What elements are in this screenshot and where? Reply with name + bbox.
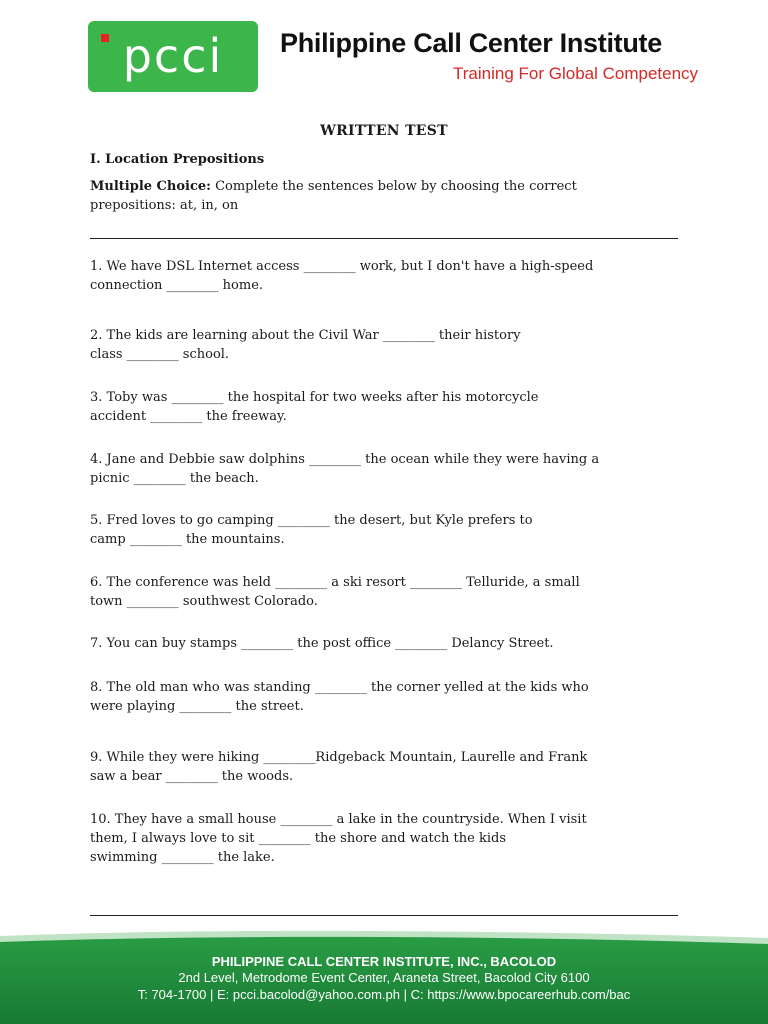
question-line: camp ________ the mountains. bbox=[90, 532, 285, 547]
question-line: 2. The kids are learning about the Civil War ________ their history bbox=[90, 328, 521, 343]
question-line: picnic ________ the beach. bbox=[90, 471, 259, 486]
footer-company: PHILIPPINE CALL CENTER INSTITUTE, INC., BACOLOD bbox=[211, 954, 557, 969]
question-item bbox=[90, 388, 680, 426]
question-line: 1. We have DSL Internet access ________ work, but I don't have a high-speed bbox=[90, 259, 594, 274]
question-item bbox=[90, 748, 680, 786]
question-line: swimming ________ the lake. bbox=[90, 850, 275, 865]
pcci-logo bbox=[88, 21, 258, 92]
question-line: connection ________ home. bbox=[90, 278, 264, 293]
question-line: were playing ________ the street. bbox=[90, 699, 304, 714]
question-item bbox=[90, 326, 680, 364]
question-item bbox=[90, 810, 680, 867]
bottom-divider bbox=[90, 915, 678, 916]
question-line: 5. Fred loves to go camping ________ the desert, but Kyle prefers to bbox=[90, 513, 533, 528]
question-item bbox=[90, 634, 680, 653]
instructions-text: Complete the sentences below by choosing the correct prepositions: at, in, on bbox=[90, 179, 577, 213]
question-line: 9. While they were hiking ________Ridgeback Mountain, Laurelle and Frank bbox=[90, 750, 588, 765]
question-line: 4. Jane and Debbie saw dolphins ________ the ocean while they were having a bbox=[90, 452, 600, 467]
question-line: 8. The old man who was standing ________ the corner yelled at the kids who bbox=[90, 680, 589, 695]
question-line: town ________ southwest Colorado. bbox=[90, 594, 318, 609]
question-line: accident ________ the freeway. bbox=[90, 409, 287, 424]
test-title: WRITTEN TEST bbox=[320, 123, 448, 139]
footer-address: 2nd Level, Metrodome Event Center, Araneta Street, Bacolod City 6100 bbox=[178, 970, 590, 985]
question-item bbox=[90, 257, 680, 295]
institute-tagline: Training For Global Competency bbox=[453, 64, 699, 83]
question-line: 3. Toby was ________ the hospital for two weeks after his motorcycle bbox=[90, 390, 539, 405]
question-line: them, I always love to sit ________ the shore and watch the kids bbox=[90, 831, 506, 846]
instructions-label: Multiple Choice: bbox=[90, 179, 211, 194]
logo-red-accent bbox=[101, 34, 109, 42]
question-line: 6. The conference was held ________ a ski resort ________ Telluride, a small bbox=[90, 575, 580, 590]
question-item bbox=[90, 678, 680, 716]
question-line: saw a bear ________ the woods. bbox=[90, 769, 294, 784]
instructions bbox=[90, 177, 650, 215]
logo-text: pcci bbox=[122, 29, 224, 83]
footer-contact: T: 704-1700 | E: pcci.bacolod@yahoo.com.ph | C: https://www.bpocareerhub.com/bac bbox=[137, 987, 631, 1002]
question-item bbox=[90, 450, 680, 488]
top-divider bbox=[90, 238, 678, 239]
question-item bbox=[90, 511, 680, 549]
question-line: 7. You can buy stamps ________ the post office ________ Delancy Street. bbox=[90, 636, 554, 651]
institute-name: Philippine Call Center Institute bbox=[280, 28, 662, 58]
question-line: 10. They have a small house ________ a lake in the countryside. When I visit bbox=[90, 812, 587, 827]
section-heading: I. Location Prepositions bbox=[90, 152, 265, 167]
question-item bbox=[90, 573, 680, 611]
question-line: class ________ school. bbox=[90, 347, 230, 362]
